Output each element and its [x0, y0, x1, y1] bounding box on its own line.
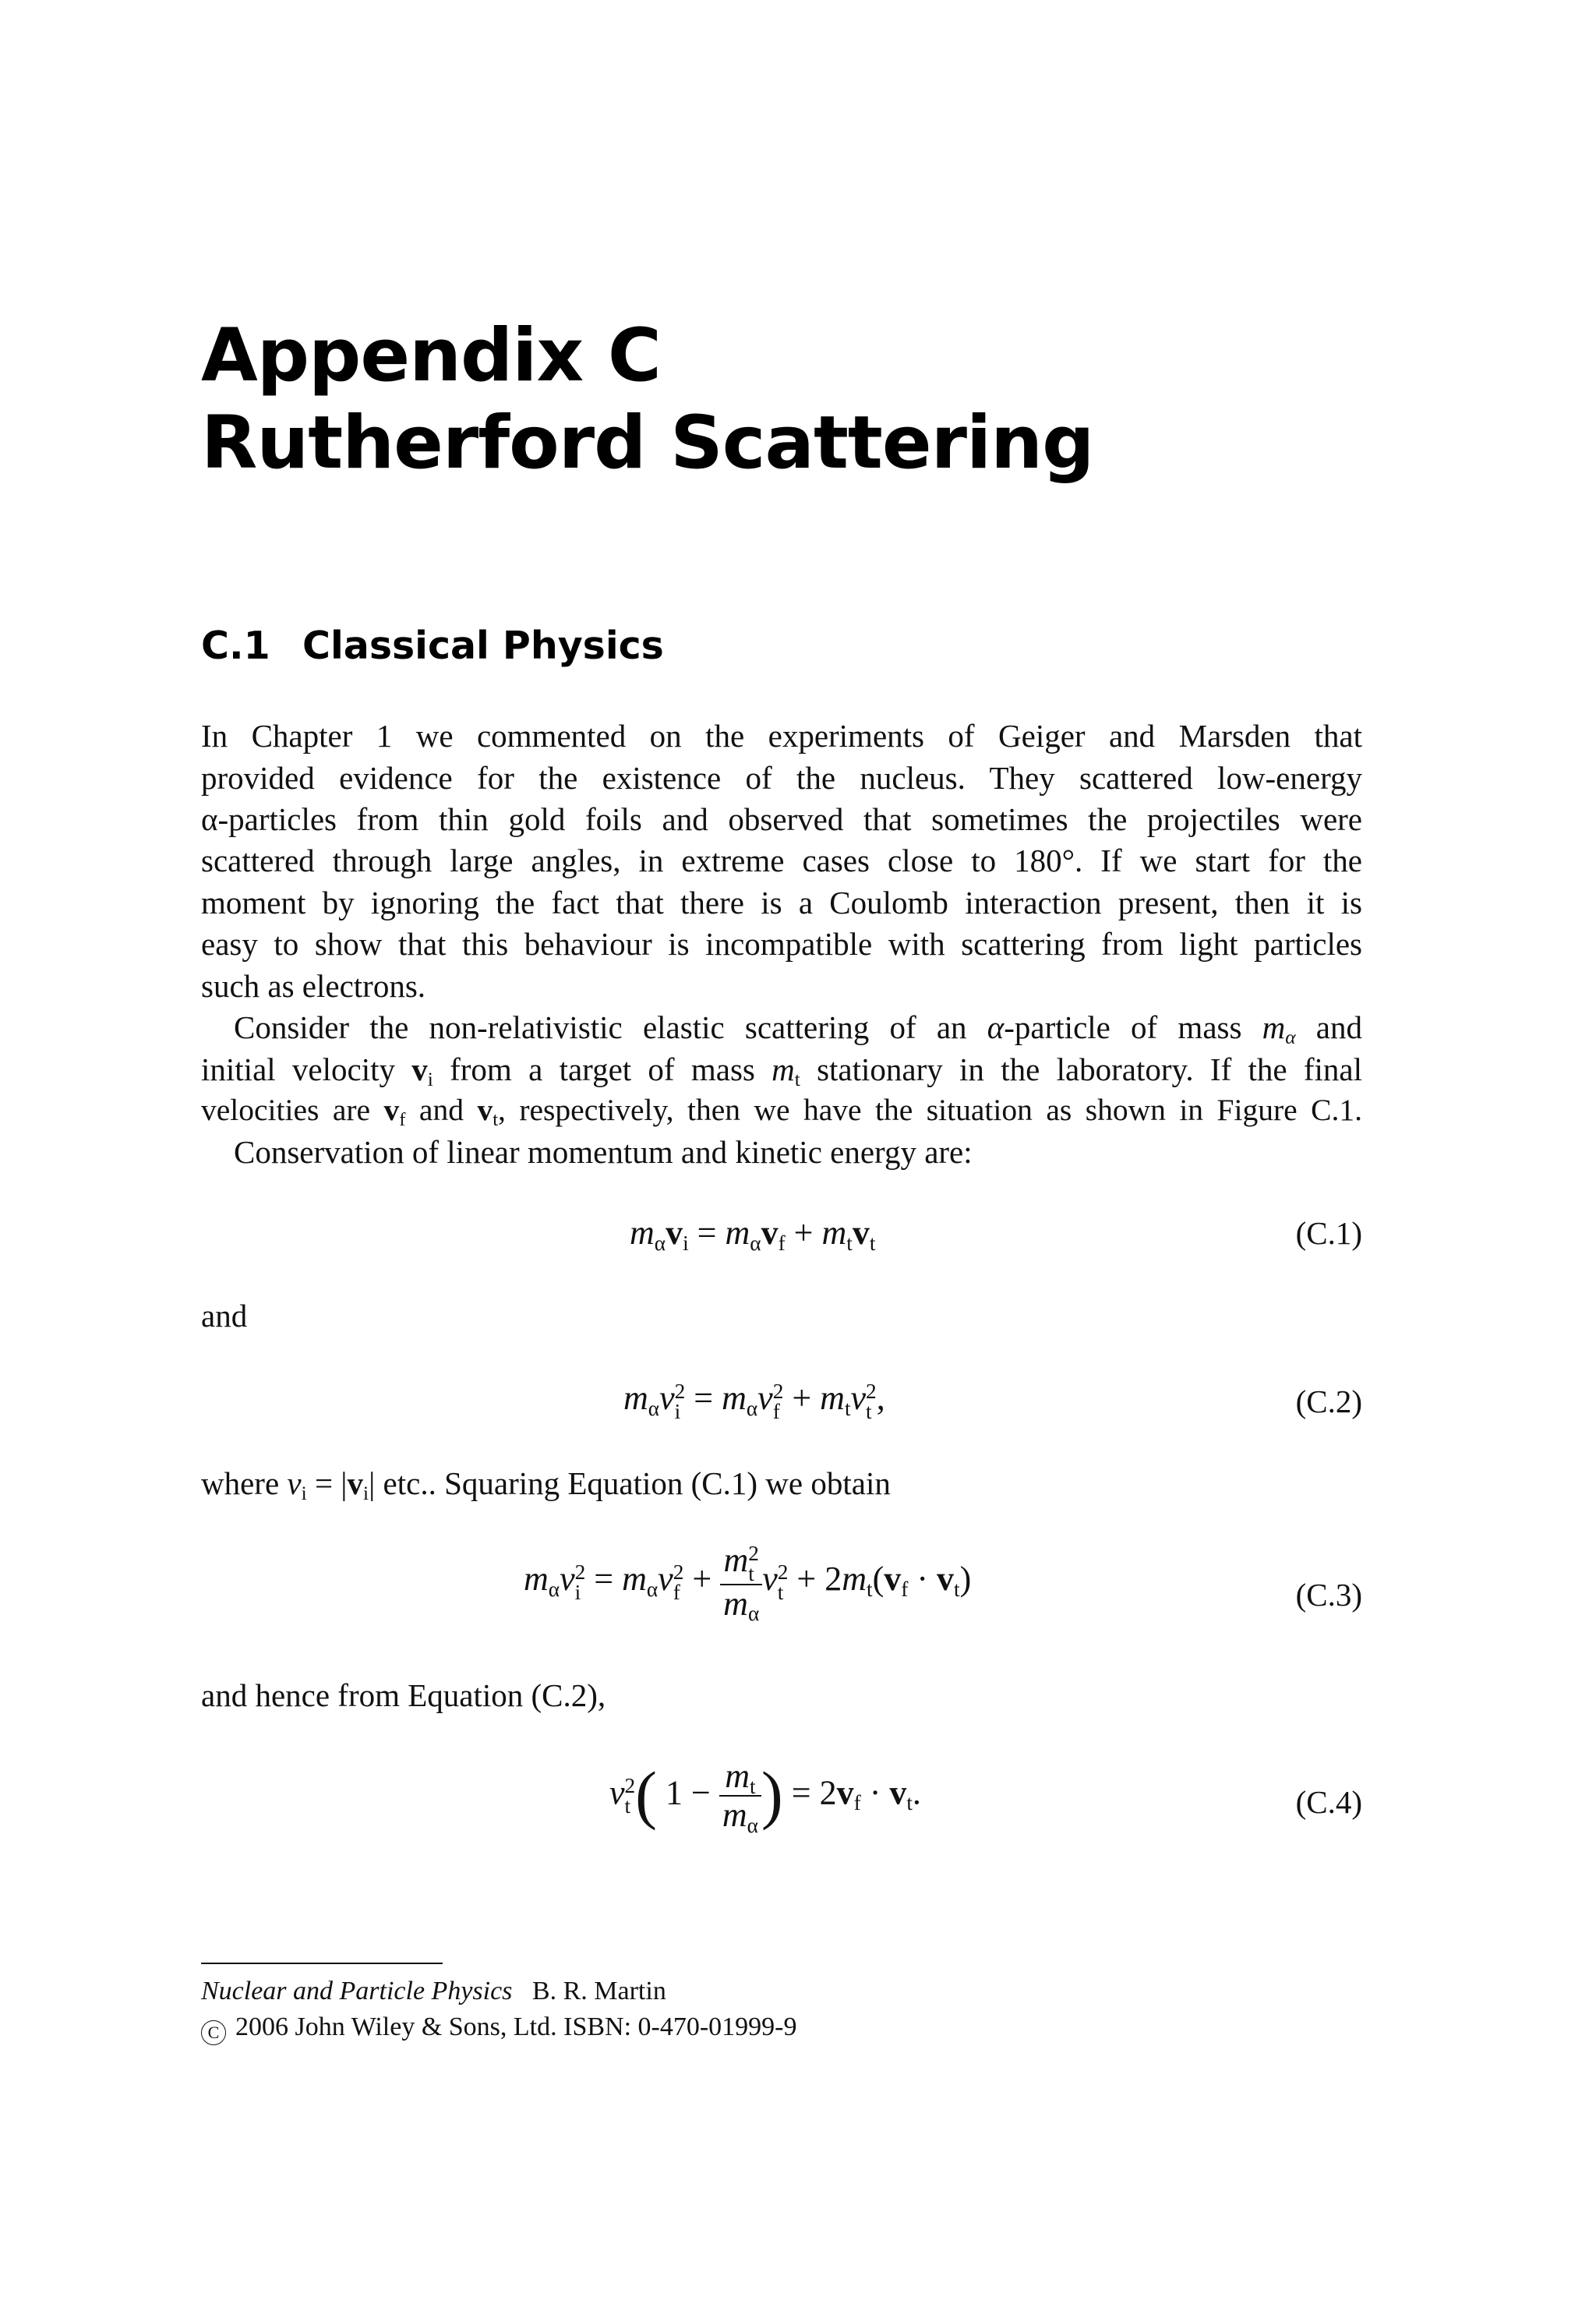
paragraph2-line1: Consider the non-relativistic elastic scattering of an α-particle of mass mα and — [234, 1009, 1362, 1049]
footer-citation — [201, 1978, 666, 2005]
paragraph1-line3: α-particles from thin gold foils and observed that sometimes the projectiles were — [201, 801, 1362, 837]
footnote-rule — [201, 1963, 443, 1964]
equation-c4: v 2 t ( 1 − $\frac{mt}{m\alpha}$ ) = 2vf · vt. — [609, 1757, 921, 1838]
connector-and: and — [201, 1298, 248, 1334]
paragraph2-line3: velocities are vf and vt, respectively, then we have the situation as shown in Figure C.1. — [201, 1093, 1362, 1130]
equation-number-c1: (C.1) — [1295, 1215, 1362, 1251]
equation-c3: mαv 2 i = mαv 2 f + m 2 t mα v 2 t + 2mt(vf · vt) — [524, 1541, 972, 1626]
chapter-title-line1: Appendix C — [201, 313, 661, 398]
equation-c2: mαv 2 i = mαv 2 f + mtv 2 t , — [623, 1379, 885, 1423]
paragraph1-line5: moment by ignoring the fact that there is a Coulomb interaction present, then it is — [201, 885, 1362, 920]
equation-number-c4: (C.4) — [1295, 1784, 1362, 1820]
footer-copyright — [201, 2014, 797, 2045]
connector-hence: and hence from Equation (C.2), — [201, 1677, 606, 1713]
paragraph1-line6: easy to show that this behaviour is incompatible with scattering from light particles — [201, 926, 1362, 962]
paragraph1-line1: In Chapter 1 we commented on the experiments of Geiger and Marsden that — [201, 718, 1362, 754]
connector-where: where vi = |vi| etc.. Squaring Equation (C.1) we obtain — [201, 1465, 891, 1505]
paragraph1-line2: provided evidence for the existence of the nucleus. They scattered low-energy — [201, 760, 1362, 796]
section-heading — [201, 624, 664, 668]
copyright-text: 2006 John Wiley & Sons, Ltd. ISBN: 0-470-01999-9 — [235, 2012, 797, 2041]
equation-number-c2: (C.2) — [1295, 1383, 1362, 1419]
paragraph2-line2: initial velocity vi from a target of mass mt stationary in the laboratory. If the final — [201, 1051, 1362, 1091]
equation-number-c3: (C.3) — [1295, 1577, 1362, 1613]
section-title: Classical Physics — [302, 624, 664, 668]
chapter-title-line2: Rutherford Scattering — [201, 401, 1094, 486]
book-title: Nuclear and Particle Physics — [201, 1977, 513, 2005]
copyright-icon: C — [201, 2020, 226, 2045]
paragraph1-line7: such as electrons. — [201, 968, 426, 1004]
paragraph1-line4: scattered through large angles, in extreme cases close to 180°. If we start for the — [201, 843, 1362, 878]
section-number: C.1 — [201, 624, 270, 668]
book-author: B. R. Martin — [531, 1977, 666, 2005]
paragraph3: Conservation of linear momentum and kinetic energy are: — [234, 1134, 973, 1170]
equation-c1: mαvi = mαvf + mtvt — [630, 1214, 876, 1255]
